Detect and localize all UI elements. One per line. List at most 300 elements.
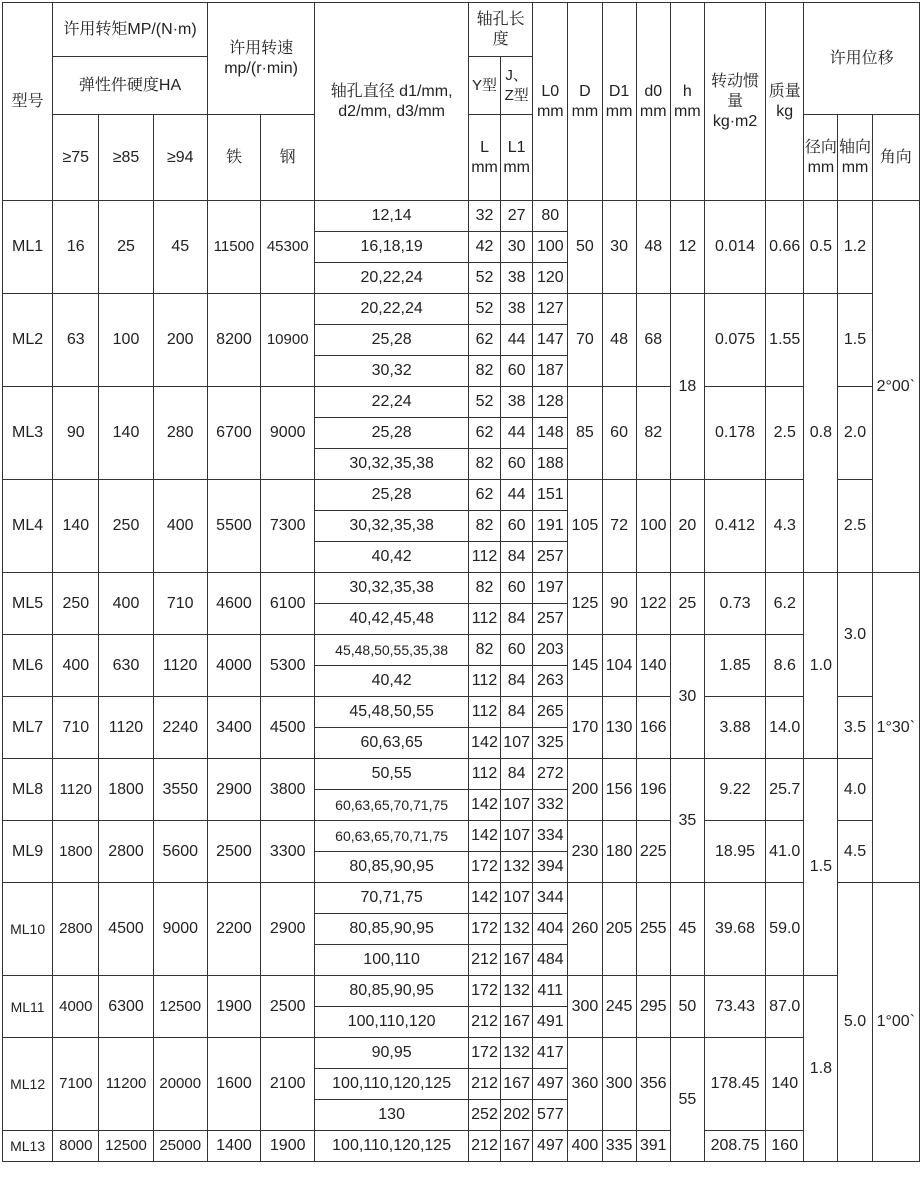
- cell-L0: 148: [533, 418, 568, 449]
- cell-bore-diameter: 90,95: [315, 1038, 469, 1069]
- cell-model: ML6: [3, 635, 53, 697]
- cell-bore-L1: 84: [501, 697, 533, 728]
- table-row: [3, 294, 920, 325]
- cell-bore-diameter: 20,22,24: [315, 294, 469, 325]
- table-row: [3, 883, 920, 914]
- cell-bore-L: 82: [468, 511, 500, 542]
- cell-torque-85: 630: [99, 635, 153, 697]
- cell-D: 85: [568, 387, 602, 480]
- cell-speed-iron: 3400: [207, 697, 260, 759]
- cell-d0: 68: [636, 294, 670, 387]
- cell-D: 170: [568, 697, 602, 759]
- cell-angular: 1°00`: [872, 883, 919, 1162]
- cell-speed-iron: 1600: [207, 1038, 260, 1131]
- cell-torque-75: 8000: [53, 1131, 99, 1162]
- cell-bore-L1: 30: [501, 232, 533, 263]
- cell-D: 50: [568, 201, 602, 294]
- cell-bore-L1: 60: [501, 449, 533, 480]
- cell-mass: 41.0: [766, 821, 804, 883]
- cell-h: 30: [670, 635, 704, 759]
- cell-speed-steel: 2100: [261, 1038, 315, 1131]
- cell-torque-85: 140: [99, 387, 153, 480]
- cell-torque-94: 20000: [153, 1038, 207, 1131]
- header-L1: L1 mm: [501, 115, 533, 201]
- cell-bore-diameter: 25,28: [315, 325, 469, 356]
- cell-bore-L1: 132: [501, 976, 533, 1007]
- cell-bore-L: 112: [468, 697, 500, 728]
- cell-torque-75: 1120: [53, 759, 99, 821]
- cell-d0: 356: [636, 1038, 670, 1131]
- cell-inertia: 0.73: [704, 573, 765, 635]
- cell-axial: 4.0: [838, 759, 872, 821]
- cell-torque-94: 9000: [153, 883, 207, 976]
- header-displacement: 许用位移: [804, 3, 920, 115]
- table-row: [3, 697, 920, 728]
- cell-mass: 140: [766, 1038, 804, 1131]
- cell-bore-L: 52: [468, 263, 500, 294]
- cell-axial: 2.5: [838, 480, 872, 573]
- cell-model: ML13: [3, 1131, 53, 1162]
- header-bore-diameter: 轴孔直径 d1/mm, d2/mm, d3/mm: [315, 3, 469, 201]
- cell-bore-diameter: 100,110,120,125: [315, 1131, 469, 1162]
- cell-bore-L1: 44: [501, 480, 533, 511]
- cell-D1: 180: [602, 821, 636, 883]
- cell-L0: 197: [533, 573, 568, 604]
- cell-L0: 187: [533, 356, 568, 387]
- cell-bore-L1: 84: [501, 604, 533, 635]
- cell-torque-75: 1800: [53, 821, 99, 883]
- cell-mass: 87.0: [766, 976, 804, 1038]
- cell-bore-L: 212: [468, 1069, 500, 1100]
- cell-bore-diameter: 100,110: [315, 945, 469, 976]
- cell-d0: 122: [636, 573, 670, 635]
- cell-torque-85: 400: [99, 573, 153, 635]
- cell-bore-L: 172: [468, 914, 500, 945]
- cell-bore-diameter: 70,71,75: [315, 883, 469, 914]
- cell-bore-L1: 167: [501, 1131, 533, 1162]
- cell-model: ML8: [3, 759, 53, 821]
- cell-bore-L1: 44: [501, 325, 533, 356]
- header-torque: 许用转矩MP/(N·m): [53, 3, 208, 57]
- cell-bore-L1: 107: [501, 790, 533, 821]
- cell-bore-L: 112: [468, 542, 500, 573]
- cell-speed-steel: 7300: [261, 480, 315, 573]
- header-inertia: 转动惯量 kg·m2: [704, 3, 765, 201]
- cell-bore-diameter: 45,48,50,55,35,38: [315, 635, 469, 666]
- cell-bore-L: 82: [468, 449, 500, 480]
- cell-speed-iron: 2500: [207, 821, 260, 883]
- cell-model: ML1: [3, 201, 53, 294]
- cell-bore-diameter: 80,85,90,95: [315, 976, 469, 1007]
- cell-model: ML10: [3, 883, 53, 976]
- header-h94: ≥94: [153, 115, 207, 201]
- cell-model: ML2: [3, 294, 53, 387]
- header-jz-type: J、Z型: [501, 57, 533, 115]
- cell-L0: 404: [533, 914, 568, 945]
- cell-bore-diameter: 22,24: [315, 387, 469, 418]
- header-model: 型号: [3, 3, 53, 201]
- cell-bore-L1: 60: [501, 635, 533, 666]
- table-row: [3, 821, 920, 852]
- cell-L0: 257: [533, 604, 568, 635]
- header-speed: 许用转速 mp/(r·min): [207, 3, 314, 115]
- cell-D: 145: [568, 635, 602, 697]
- cell-bore-diameter: 60,63,65,70,71,75: [315, 790, 469, 821]
- cell-L0: 344: [533, 883, 568, 914]
- cell-bore-diameter: 25,28: [315, 418, 469, 449]
- cell-bore-diameter: 100,110,120,125: [315, 1069, 469, 1100]
- cell-axial: 3.5: [838, 697, 872, 759]
- cell-axial: 1.2: [838, 201, 872, 294]
- cell-torque-75: 63: [53, 294, 99, 387]
- cell-D1: 130: [602, 697, 636, 759]
- cell-bore-L: 42: [468, 232, 500, 263]
- cell-bore-L1: 167: [501, 1007, 533, 1038]
- cell-speed-iron: 2200: [207, 883, 260, 976]
- cell-torque-94: 280: [153, 387, 207, 480]
- cell-speed-steel: 10900: [261, 294, 315, 387]
- header-radial: 径向mm: [804, 115, 838, 201]
- cell-bore-diameter: 25,28: [315, 480, 469, 511]
- cell-bore-diameter: 50,55: [315, 759, 469, 790]
- header-mass: 质量 kg: [766, 3, 804, 201]
- cell-bore-L1: 107: [501, 821, 533, 852]
- cell-torque-94: 2240: [153, 697, 207, 759]
- cell-bore-L1: 84: [501, 759, 533, 790]
- cell-bore-L: 252: [468, 1100, 500, 1131]
- cell-d0: 140: [636, 635, 670, 697]
- cell-d0: 196: [636, 759, 670, 821]
- cell-torque-94: 12500: [153, 976, 207, 1038]
- cell-mass: 2.5: [766, 387, 804, 480]
- cell-torque-85: 100: [99, 294, 153, 387]
- cell-h: 18: [670, 294, 704, 480]
- cell-torque-75: 16: [53, 201, 99, 294]
- header-D1: D1 mm: [602, 3, 636, 201]
- cell-h: 35: [670, 759, 704, 883]
- cell-mass: 0.66: [766, 201, 804, 294]
- cell-inertia: 0.075: [704, 294, 765, 387]
- cell-bore-L1: 38: [501, 387, 533, 418]
- cell-D: 70: [568, 294, 602, 387]
- table-row: [3, 480, 920, 511]
- cell-L0: 265: [533, 697, 568, 728]
- header-angular: 角向: [872, 115, 919, 201]
- cell-inertia: 3.88: [704, 697, 765, 759]
- cell-torque-75: 2800: [53, 883, 99, 976]
- cell-angular: 2°00`: [872, 201, 919, 573]
- cell-bore-diameter: 60,63,65: [315, 728, 469, 759]
- cell-axial: 4.5: [838, 821, 872, 883]
- header-hardness: 弹性件硬度HA: [53, 57, 208, 115]
- cell-D1: 60: [602, 387, 636, 480]
- cell-speed-steel: 2500: [261, 976, 315, 1038]
- cell-inertia: 39.68: [704, 883, 765, 976]
- cell-mass: 8.6: [766, 635, 804, 697]
- cell-D: 360: [568, 1038, 602, 1131]
- cell-D: 260: [568, 883, 602, 976]
- cell-torque-75: 140: [53, 480, 99, 573]
- cell-bore-L: 62: [468, 418, 500, 449]
- cell-torque-85: 25: [99, 201, 153, 294]
- cell-inertia: 18.95: [704, 821, 765, 883]
- cell-L0: 188: [533, 449, 568, 480]
- cell-bore-L: 172: [468, 852, 500, 883]
- cell-angular: 1°30`: [872, 573, 919, 883]
- cell-model: ML11: [3, 976, 53, 1038]
- table-row: [3, 635, 920, 666]
- cell-L0: 127: [533, 294, 568, 325]
- cell-bore-diameter: 20,22,24: [315, 263, 469, 294]
- cell-speed-iron: 2900: [207, 759, 260, 821]
- cell-bore-diameter: 40,42: [315, 666, 469, 697]
- cell-torque-94: 25000: [153, 1131, 207, 1162]
- coupling-spec-table: [2, 2, 920, 1162]
- cell-model: ML5: [3, 573, 53, 635]
- cell-speed-steel: 3800: [261, 759, 315, 821]
- cell-torque-85: 1120: [99, 697, 153, 759]
- cell-bore-diameter: 40,42,45,48: [315, 604, 469, 635]
- cell-d0: 48: [636, 201, 670, 294]
- cell-bore-L: 142: [468, 883, 500, 914]
- cell-d0: 295: [636, 976, 670, 1038]
- table-row: [3, 387, 920, 418]
- cell-mass: 59.0: [766, 883, 804, 976]
- cell-torque-85: 250: [99, 480, 153, 573]
- cell-torque-85: 2800: [99, 821, 153, 883]
- cell-bore-L: 142: [468, 728, 500, 759]
- cell-radial: 1.0: [804, 573, 838, 759]
- cell-speed-iron: 4600: [207, 573, 260, 635]
- cell-D1: 300: [602, 1038, 636, 1131]
- cell-bore-L1: 107: [501, 728, 533, 759]
- cell-bore-L1: 27: [501, 201, 533, 232]
- cell-bore-L1: 167: [501, 945, 533, 976]
- header-d0: d0 mm: [636, 3, 670, 201]
- cell-bore-L1: 60: [501, 511, 533, 542]
- cell-bore-L1: 167: [501, 1069, 533, 1100]
- cell-L0: 325: [533, 728, 568, 759]
- cell-bore-diameter: 16,18,19: [315, 232, 469, 263]
- cell-D: 400: [568, 1131, 602, 1162]
- cell-bore-L: 82: [468, 573, 500, 604]
- cell-bore-L: 62: [468, 480, 500, 511]
- cell-bore-L1: 84: [501, 542, 533, 573]
- cell-speed-steel: 6100: [261, 573, 315, 635]
- cell-d0: 82: [636, 387, 670, 480]
- cell-bore-L1: 60: [501, 356, 533, 387]
- cell-mass: 160: [766, 1131, 804, 1162]
- cell-mass: 6.2: [766, 573, 804, 635]
- cell-inertia: 178.45: [704, 1038, 765, 1131]
- cell-d0: 391: [636, 1131, 670, 1162]
- header-y-type: Y型: [468, 57, 500, 115]
- cell-model: ML3: [3, 387, 53, 480]
- cell-bore-L1: 107: [501, 883, 533, 914]
- table-row: [3, 1038, 920, 1069]
- cell-bore-L: 172: [468, 1038, 500, 1069]
- table-row: [3, 759, 920, 790]
- table-row: [3, 573, 920, 604]
- cell-speed-iron: 4000: [207, 635, 260, 697]
- cell-bore-L: 82: [468, 356, 500, 387]
- cell-speed-iron: 5500: [207, 480, 260, 573]
- cell-D1: 72: [602, 480, 636, 573]
- cell-speed-steel: 1900: [261, 1131, 315, 1162]
- cell-torque-94: 45: [153, 201, 207, 294]
- cell-torque-75: 7100: [53, 1038, 99, 1131]
- header-iron: 铁: [207, 115, 260, 201]
- cell-bore-L1: 44: [501, 418, 533, 449]
- cell-axial: 5.0: [838, 883, 872, 1162]
- cell-torque-94: 400: [153, 480, 207, 573]
- cell-torque-85: 11200: [99, 1038, 153, 1131]
- cell-bore-L1: 60: [501, 573, 533, 604]
- cell-bore-L1: 84: [501, 666, 533, 697]
- cell-torque-94: 3550: [153, 759, 207, 821]
- table-row: [3, 1131, 920, 1162]
- cell-bore-L1: 132: [501, 852, 533, 883]
- cell-bore-L: 52: [468, 294, 500, 325]
- cell-torque-94: 1120: [153, 635, 207, 697]
- cell-D: 200: [568, 759, 602, 821]
- cell-bore-diameter: 30,32,35,38: [315, 449, 469, 480]
- cell-speed-steel: 2900: [261, 883, 315, 976]
- cell-bore-L1: 132: [501, 914, 533, 945]
- cell-torque-94: 710: [153, 573, 207, 635]
- header-D: D mm: [568, 3, 602, 201]
- cell-D1: 205: [602, 883, 636, 976]
- cell-d0: 100: [636, 480, 670, 573]
- cell-inertia: 1.85: [704, 635, 765, 697]
- cell-torque-75: 400: [53, 635, 99, 697]
- cell-L0: 332: [533, 790, 568, 821]
- cell-L0: 191: [533, 511, 568, 542]
- cell-speed-steel: 45300: [261, 201, 315, 294]
- cell-torque-94: 5600: [153, 821, 207, 883]
- cell-L0: 417: [533, 1038, 568, 1069]
- header-L0: L0 mm: [533, 3, 568, 201]
- cell-h: 20: [670, 480, 704, 573]
- cell-axial: 2.0: [838, 387, 872, 480]
- cell-radial: 0.8: [804, 294, 838, 573]
- cell-inertia: 0.412: [704, 480, 765, 573]
- cell-L0: 263: [533, 666, 568, 697]
- cell-bore-L: 212: [468, 1007, 500, 1038]
- cell-L0: 100: [533, 232, 568, 263]
- cell-inertia: 73.43: [704, 976, 765, 1038]
- cell-L0: 411: [533, 976, 568, 1007]
- cell-torque-75: 4000: [53, 976, 99, 1038]
- cell-D: 230: [568, 821, 602, 883]
- cell-d0: 166: [636, 697, 670, 759]
- cell-L0: 497: [533, 1131, 568, 1162]
- cell-bore-L: 212: [468, 1131, 500, 1162]
- cell-d0: 225: [636, 821, 670, 883]
- cell-inertia: 208.75: [704, 1131, 765, 1162]
- cell-bore-diameter: 80,85,90,95: [315, 852, 469, 883]
- cell-model: ML12: [3, 1038, 53, 1131]
- cell-L0: 147: [533, 325, 568, 356]
- cell-bore-L: 82: [468, 635, 500, 666]
- cell-speed-steel: 5300: [261, 635, 315, 697]
- table-row: [3, 976, 920, 1007]
- cell-bore-diameter: 40,42: [315, 542, 469, 573]
- cell-speed-iron: 1900: [207, 976, 260, 1038]
- cell-D1: 156: [602, 759, 636, 821]
- cell-model: ML9: [3, 821, 53, 883]
- cell-speed-steel: 9000: [261, 387, 315, 480]
- cell-bore-L: 112: [468, 666, 500, 697]
- cell-L0: 491: [533, 1007, 568, 1038]
- cell-L0: 257: [533, 542, 568, 573]
- cell-speed-iron: 1400: [207, 1131, 260, 1162]
- cell-speed-iron: 11500: [207, 201, 260, 294]
- cell-axial: 1.5: [838, 294, 872, 387]
- cell-bore-L1: 132: [501, 1038, 533, 1069]
- cell-bore-L: 172: [468, 976, 500, 1007]
- cell-L0: 272: [533, 759, 568, 790]
- cell-mass: 25.7: [766, 759, 804, 821]
- header-h75: ≥75: [53, 115, 99, 201]
- cell-axial: 3.0: [838, 573, 872, 697]
- cell-L0: 334: [533, 821, 568, 852]
- cell-torque-94: 200: [153, 294, 207, 387]
- cell-bore-L: 52: [468, 387, 500, 418]
- header-axial: 轴向mm: [838, 115, 872, 201]
- cell-bore-diameter: 30,32: [315, 356, 469, 387]
- cell-L0: 577: [533, 1100, 568, 1131]
- cell-L0: 120: [533, 263, 568, 294]
- cell-inertia: 0.014: [704, 201, 765, 294]
- cell-bore-diameter: 30,32,35,38: [315, 511, 469, 542]
- cell-bore-L: 62: [468, 325, 500, 356]
- cell-bore-diameter: 45,48,50,55: [315, 697, 469, 728]
- cell-mass: 4.3: [766, 480, 804, 573]
- cell-torque-85: 6300: [99, 976, 153, 1038]
- cell-bore-diameter: 100,110,120: [315, 1007, 469, 1038]
- cell-bore-L: 142: [468, 790, 500, 821]
- cell-bore-L: 212: [468, 945, 500, 976]
- cell-bore-diameter: 12,14: [315, 201, 469, 232]
- header-steel: 钢: [261, 115, 315, 201]
- cell-D1: 90: [602, 573, 636, 635]
- header-h: h mm: [670, 3, 704, 201]
- cell-h: 25: [670, 573, 704, 635]
- cell-D: 105: [568, 480, 602, 573]
- cell-L0: 394: [533, 852, 568, 883]
- cell-mass: 14.0: [766, 697, 804, 759]
- cell-bore-L: 142: [468, 821, 500, 852]
- cell-torque-85: 1800: [99, 759, 153, 821]
- cell-torque-75: 90: [53, 387, 99, 480]
- cell-bore-L: 32: [468, 201, 500, 232]
- cell-D: 300: [568, 976, 602, 1038]
- header-bore-length: 轴孔长度: [468, 3, 532, 57]
- cell-speed-steel: 4500: [261, 697, 315, 759]
- cell-torque-75: 250: [53, 573, 99, 635]
- cell-h: 12: [670, 201, 704, 294]
- cell-bore-diameter: 30,32,35,38: [315, 573, 469, 604]
- cell-speed-iron: 8200: [207, 294, 260, 387]
- cell-inertia: 0.178: [704, 387, 765, 480]
- cell-D1: 104: [602, 635, 636, 697]
- cell-h: 50: [670, 976, 704, 1038]
- cell-h: 55: [670, 1038, 704, 1162]
- cell-bore-diameter: 60,63,65,70,71,75: [315, 821, 469, 852]
- cell-h: 45: [670, 883, 704, 976]
- cell-L0: 128: [533, 387, 568, 418]
